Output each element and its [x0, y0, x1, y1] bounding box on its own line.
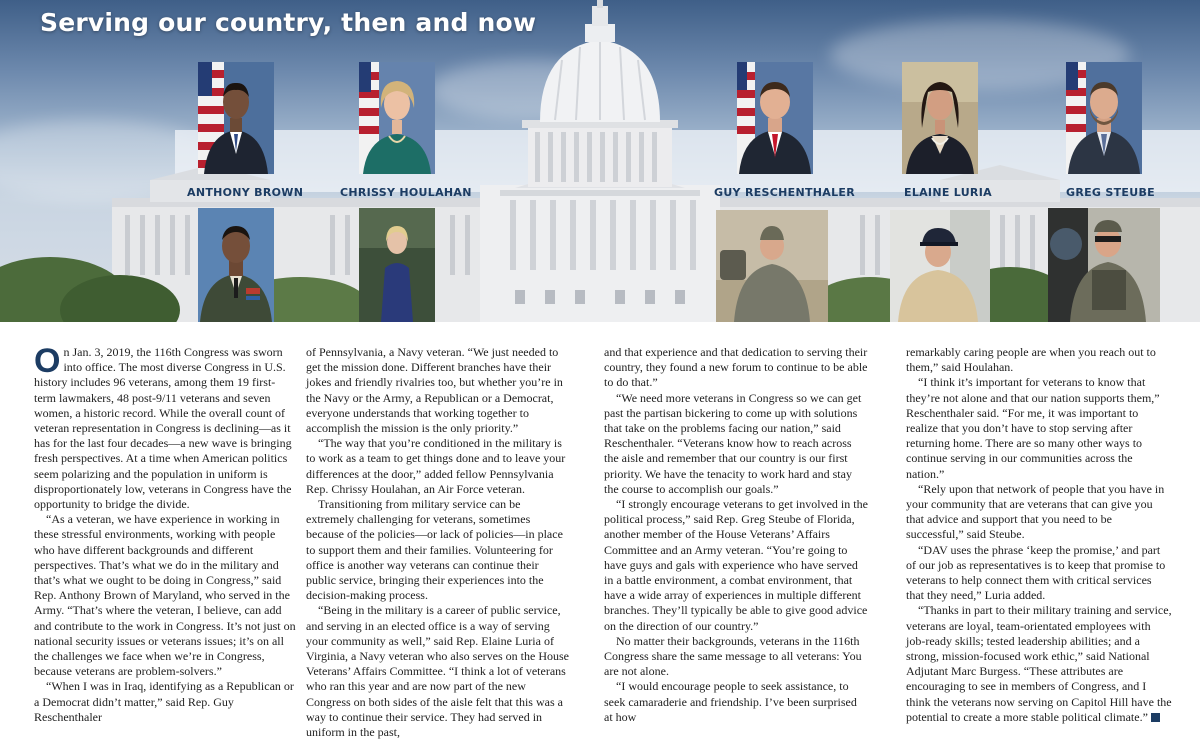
service-photo-greg-steube: [1048, 208, 1160, 322]
paragraph: of Pennsylvania, a Navy veteran. “We just needed to get the mission done. Different branches have their jokes and friendly rivalries too, but whether you’re in the Navy or the Army, a Republican or a Democrat, everyone understands that working together to accomplish the mission is the only priority.”: [306, 345, 563, 436]
member-name-guy-reschenthaler: GUY RESCHENTHALER: [714, 186, 855, 199]
paragraph: “When I was in Iraq, identifying as a Republican or a Democrat didn’t matter,” said Rep. Guy Reschenthaler: [34, 679, 294, 724]
article-column-2: [306, 345, 570, 740]
paragraph: On Jan. 3, 2019, the 116th Congress was sworn into office. The most diverse Congress in U.S. history includes 96 veterans, among them 19 first-term lawmakers, 48 post-9/11 veterans and seven women, a historic record. While the overall count of veteran representation in Congress is declining—as it has for the last four decades—a new wave is bringing fresh perspectives. At a time when American politics seem polarizing and the population in uniform is disproportionately low, veterans in Congress have the opportunity to bridge the divide.: [34, 342, 292, 512]
member-name-chrissy-houlahan: CHRISSY HOULAHAN: [340, 186, 472, 199]
paragraph: “We need more veterans in Congress so we can get past the partisan bickering to come up with solutions that take on the problems facing our nation,” said Reschenthaler. “Veterans know how to reach across the aisle and remember that our country is our first priority. We have the tenacity to work hard and stay the course to accomplish our goals.”: [604, 390, 862, 496]
article-column-1: [34, 342, 296, 725]
paragraph: “The way that you’re conditioned in the military is to work as a team to get things done and to leave your differences at the door,” added fellow Pennsylvania Rep. Chrissy Houlahan, an Air Force veteran.: [306, 436, 566, 496]
paragraph: remarkably caring people are when you reach out to them,” said Houlahan.: [906, 345, 1156, 375]
member-name-elaine-luria: ELAINE LURIA: [904, 186, 992, 199]
article-column-4: [906, 345, 1172, 725]
article-column-3: [604, 345, 868, 725]
page-title: Serving our country, then and now: [40, 8, 537, 37]
paragraph: Transitioning from military service can be extremely challenging for veterans, sometimes because of the policies—or lack of policies—in place to support them and their families. Volunteering for office is another way veterans can continue their public service, bringing their experiences into the decision-making process.: [306, 497, 563, 603]
paragraph: No matter their backgrounds, veterans in the 116th Congress share the same message to all veterans: You are not alone.: [604, 633, 862, 679]
paragraph: “Rely upon that network of people that you have in your community that are veterans that can give you that advice and support that you need to be successful,” said Steube.: [906, 481, 1165, 542]
paragraph: “I think it’s important for veterans to know that they’re not alone and that our nation supports them,” Reschenthaler said. “For me, it was important to realize that you don’t have to stop serving after returning home. There are so many other ways to continue serving in our communities across the nation.”: [906, 375, 1160, 481]
service-photo-guy-reschenthaler: [716, 210, 828, 322]
paragraph: “I strongly encourage veterans to get involved in the political process,” said Rep. Greg Steube of Florida, another member of the House Veterans’ Affairs Committee and an Army veteran. “You’re going to have guys and gals with experience who have served in a battle environment, a combat environment, that have a wide array of experiences in multiple different branches. They’ll typically be able to give good advice on the direction of our country.”: [604, 497, 868, 633]
service-photo-anthony-brown: [198, 208, 274, 322]
paragraph: “Being in the military is a career of public service, and serving in an elected office is a way of serving your community as well,” said Rep. Elaine Luria of Virginia, a Navy veteran who also serves on the House Veterans’ Affairs Committee. “I think a lot of veterans who ran this year and are now part of the new Congress on both sides of the aisle felt that this was a way to continue their service. They had served in uniform in the past,: [306, 603, 569, 740]
hero-banner: [0, 0, 1200, 322]
paragraph: “Thanks in part to their military training and service, veterans are loyal, team-orientated employees with job-ready skills; tested leadership abilities; and a strong, mission-focused work ethic,” said National Adjutant Marc Burgess. “These attributes are encouraging to see in members of Congress, and I think the veterans now serving on Capitol Hill have the potential to create a more stable political climate.”: [906, 603, 1172, 724]
trees-foreground: [0, 232, 1200, 322]
paragraph: and that experience and that dedication to serving their country, they found a new forum to continue to be able to do that.”: [604, 345, 868, 390]
member-name-anthony-brown: ANTHONY BROWN: [187, 186, 304, 199]
member-name-greg-steube: GREG STEUBE: [1066, 186, 1155, 199]
end-of-article-mark-icon: [1151, 713, 1160, 722]
portrait-elaine-luria: [902, 62, 978, 174]
portrait-anthony-brown: [198, 62, 274, 174]
portrait-greg-steube: [1066, 62, 1142, 174]
portrait-guy-reschenthaler: [737, 62, 813, 174]
article-body: [34, 342, 1174, 740]
paragraph: “As a veteran, we have experience in working in these stressful environments, working with people who have different backgrounds and different perspectives. That’s what we do in the military and that’s what we ought to be doing in Congress,” said Rep. Anthony Brown of Maryland, who served in the Army. “That’s where the veteran, I believe, can add and contribute to the work in Congress. It’s not just on national security issues or veterans issues; it’s on all the challenges we face when we’re in Congress, because veterans are problem-solvers.”: [34, 512, 296, 679]
service-photo-chrissy-houlahan: [359, 208, 435, 322]
portrait-chrissy-houlahan: [359, 62, 435, 174]
drop-cap: O: [34, 342, 61, 380]
service-photo-elaine-luria: [890, 210, 990, 322]
paragraph: “I would encourage people to seek assistance, to seek camaraderie and friendship. I’ve been surprised at how: [604, 679, 857, 724]
paragraph: “DAV uses the phrase ‘keep the promise,’ and part of our job as representatives is to keep that promise to veterans to help connect them with critical services that they need,” Luria added.: [906, 542, 1166, 603]
